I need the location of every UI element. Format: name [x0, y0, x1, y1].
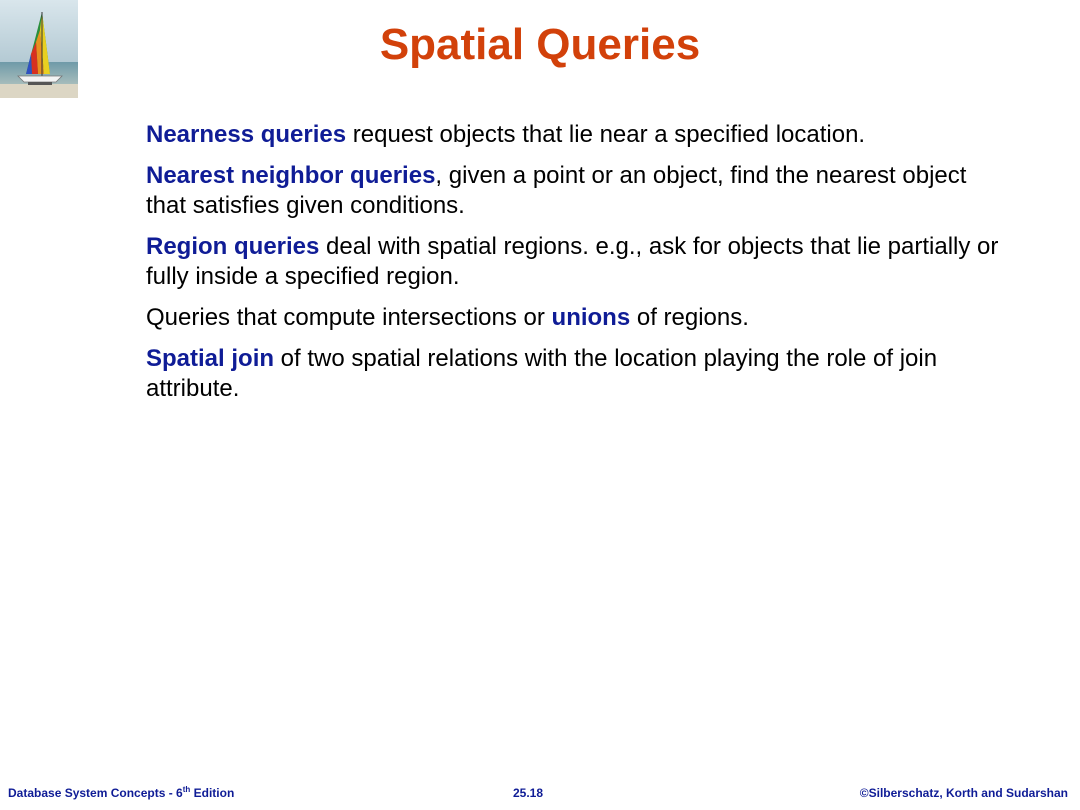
bullet-intersections-unions: [146, 303, 1006, 333]
footer-book-title-suffix: Edition: [190, 786, 235, 800]
slide-title: Spatial Queries: [379, 20, 701, 69]
bullet-text: request objects that lie near a specified location.: [346, 121, 866, 148]
footer-book-title-sup: th: [182, 785, 191, 794]
bullet-text: of two spatial relations with the location playing the role of join attribute.: [146, 345, 938, 402]
bullet-spatial-join: [146, 344, 1006, 404]
footer-book-title: [8, 785, 234, 801]
term-unions: unions: [551, 304, 631, 331]
bullet-list: [146, 120, 1006, 415]
footer-slide-number: 25.18: [513, 786, 544, 800]
term-region-queries: Region queries: [146, 233, 320, 260]
bullet-text: , given a point or an object, find the nearest object that satisfies given conditions.: [146, 162, 967, 219]
footer-copyright: ©Silberschatz, Korth and Sudarshan: [859, 786, 1068, 800]
bullet-nearness-queries: [146, 120, 1006, 150]
footer-book-title-prefix: Database System Concepts - 6: [8, 786, 183, 800]
bullet-nearest-neighbor-queries: [146, 161, 1006, 221]
term-spatial-join: Spatial join: [146, 345, 275, 372]
term-nearest-neighbor-queries: Nearest neighbor queries: [146, 162, 436, 189]
bullet-text: of regions.: [630, 304, 749, 331]
bullet-text-before: Queries that compute intersections or: [146, 304, 552, 331]
bullet-text: deal with spatial regions. e.g., ask for objects that lie partially or fully inside a specified region.: [146, 233, 999, 290]
term-nearness-queries: Nearness queries: [146, 121, 347, 148]
bullet-region-queries: [146, 232, 1006, 292]
